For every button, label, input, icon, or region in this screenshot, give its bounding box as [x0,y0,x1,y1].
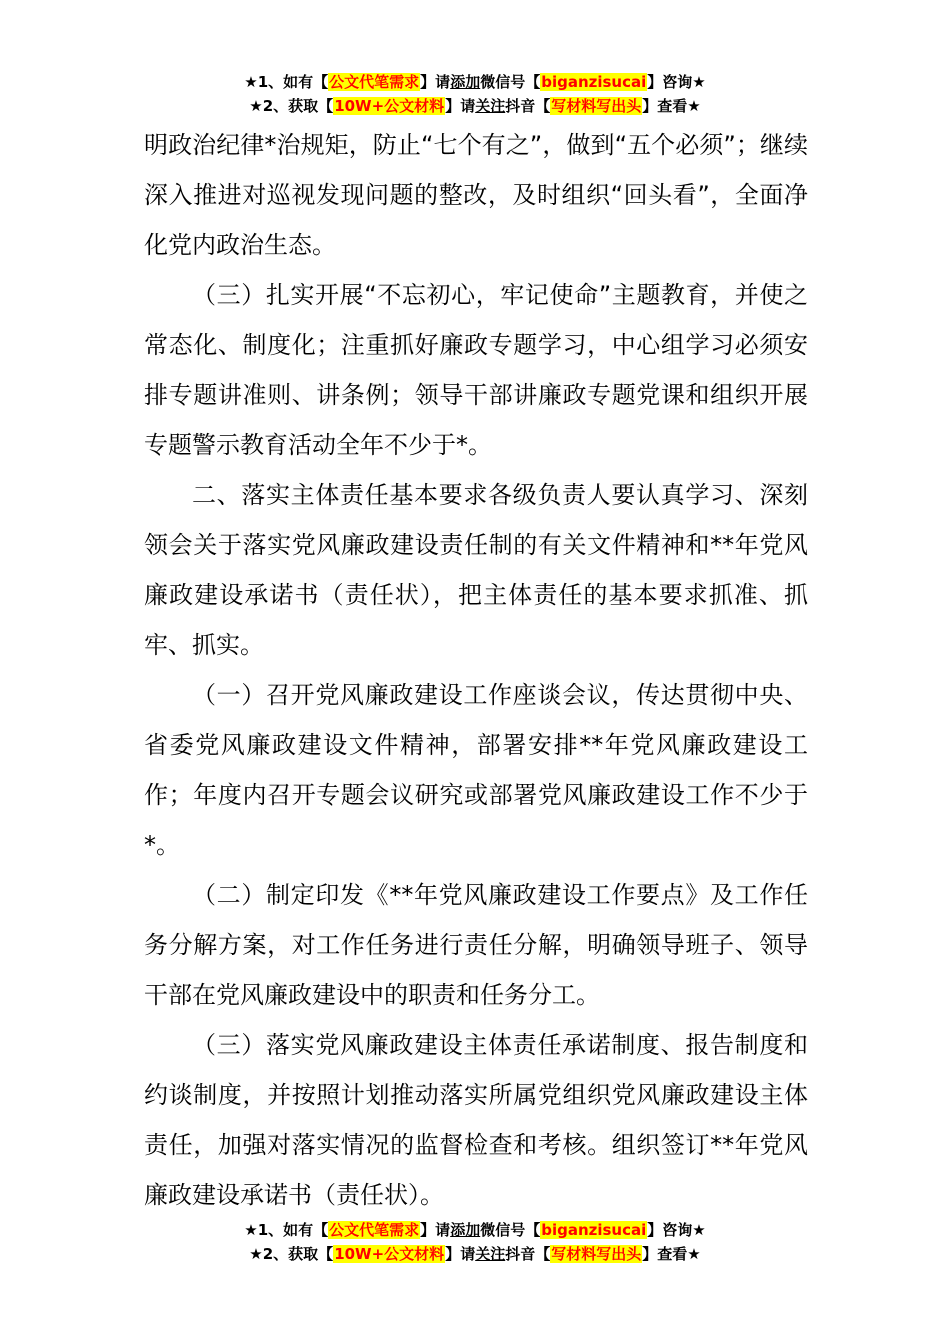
banner-text: 】查看★ [642,97,701,115]
header-banner [0,70,950,118]
banner-line-2 [0,1242,950,1266]
paragraph: （三）扎实开展“不忘初心，牢记使命”主题教育，并使之常态化、制度化；注重抓好廉政专题学习，中心组学习必须安排专题讲准则、讲条例；领导干部讲廉政专题党课和组织开展专题警示教育活动全年不少于*。 [144,281,808,459]
banner-text: 】查看★ [642,1245,701,1263]
banner-highlight: 10W+公文材料 [334,97,445,115]
banner-text: ★1、如有【 [244,1221,329,1239]
banner-highlight: 公文代笔需求 [329,73,420,91]
banner-highlight: 公文代笔需求 [329,1221,420,1239]
footer-banner [0,1218,950,1266]
paragraph: （三）落实党风廉政建设主体责任承诺制度、报告制度和约谈制度，并按照计划推动落实所属党组织党风廉政建设主体责任，加强对落实情况的监督检查和考核。组织签订**年党风廉政建设承诺书（责任状）。 [144,1031,808,1209]
banner-text: 抖音【 [505,1245,551,1263]
banner-highlight: 写材料写出头 [551,1245,642,1263]
document-body [144,120,808,1220]
banner-text: 】请 [445,97,476,115]
banner-underlined: 添加 [450,73,481,91]
banner-highlight: 10W+公文材料 [334,1245,445,1263]
banner-underlined: 关注 [475,97,506,115]
banner-line-2 [0,94,950,118]
banner-highlight: biganzisucai [541,1221,647,1239]
paragraph: （一）召开党风廉政建设工作座谈会议，传达贯彻中央、省委党风廉政建设文件精神，部署安排**年党风廉政建设工作；年度内召开专题会议研究或部署党风廉政建设工作不少于*。 [144,681,808,859]
banner-underlined: 关注 [475,1245,506,1263]
banner-text: 微信号【 [480,73,541,91]
banner-text: ★2、获取【 [249,1245,334,1263]
paragraph: 二、落实主体责任基本要求各级负责人要认真学习、深刻领会关于落实党风廉政建设责任制的有关文件精神和**年党风廉政建设承诺书（责任状），把主体责任的基本要求抓准、抓牢、抓实。 [144,481,808,659]
banner-text: ★2、获取【 [249,97,334,115]
banner-text: 微信号【 [480,1221,541,1239]
banner-highlight: 写材料写出头 [551,97,642,115]
banner-underlined: 添加 [450,1221,481,1239]
banner-line-1 [0,1218,950,1242]
banner-text: 】咨询★ [647,1221,706,1239]
banner-text: 】请 [420,1221,451,1239]
banner-text: 抖音【 [505,97,551,115]
paragraph: 明政治纪律*治规矩，防止“七个有之”，做到“五个必须”；继续深入推进对巡视发现问题的整改，及时组织“回头看”，全面净化党内政治生态。 [144,131,808,259]
banner-text: 】请 [420,73,451,91]
banner-line-1 [0,70,950,94]
banner-text: ★1、如有【 [244,73,329,91]
banner-text: 】请 [445,1245,476,1263]
banner-highlight: biganzisucai [541,73,647,91]
banner-text: 】咨询★ [647,73,706,91]
paragraph: （二）制定印发《**年党风廉政建设工作要点》及工作任务分解方案，对工作任务进行责任分解，明确领导班子、领导干部在党风廉政建设中的职责和任务分工。 [144,881,808,1009]
